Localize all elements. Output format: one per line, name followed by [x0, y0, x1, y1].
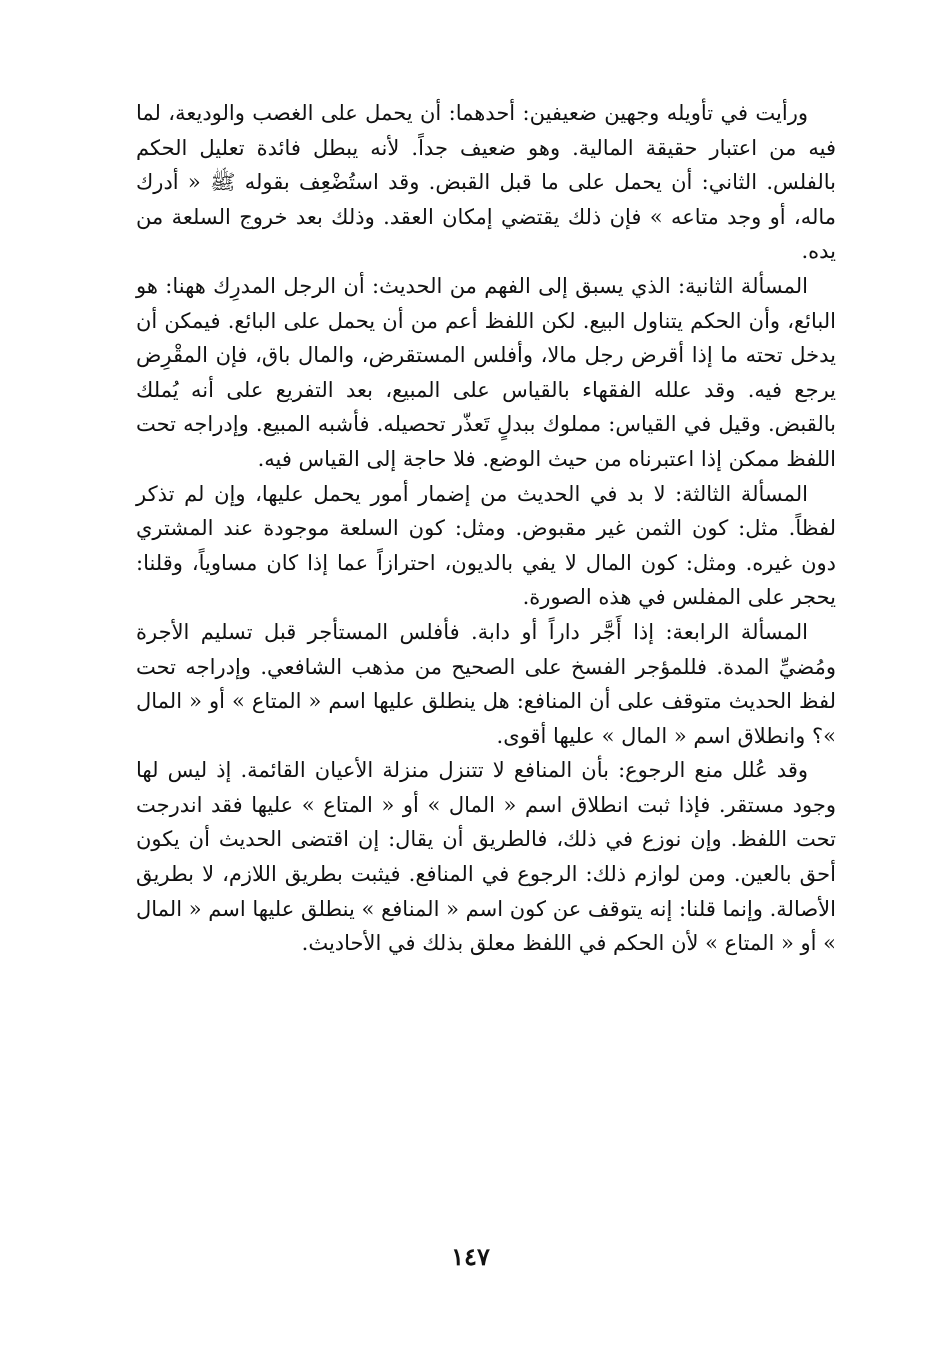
paragraph: المسألة الثانية: الذي يسبق إلى الفهم من الحديث: أن الرجل المدرِك ههنا: هو البائع، وأن الحكم يتناول البيع. لكن اللفظ أعم من أن يحمل على البائع. فيمكن أن يدخل تحته ما إذا أقرض رجل مالا، وأفلس المستقرض، والمال باق، فإن المقْرِض يرجع فيه. وقد علله الفقهاء بالقياس على المبيع، بعد التفريع على أنه يُملك بالقبض. وقيل في القياس: مملوك ببدلٍ تَعذّر تحصيله. فأشبه المبيع. وإدراجه تحت اللفظ ممكن إذا اعتبرناه من حيث الوضع. فلا حاجة إلى القياس فيه. — [136, 273, 836, 471]
paragraph: المسألة الرابعة: إذا أَجَّر داراً أو دابة. فأفلس المستأجر قبل تسليم الأجرة ومُضيِّ المدة. فللمؤجر الفسخ على الصحيح من مذهب الشافعي. وإدراجه تحت لفظ الحديث متوقف على أن المنافع: هل ينطلق عليها اسم « المتاع » أو « المال »؟ وانطلاق اسم « المال » عليها أقوى. — [136, 619, 836, 748]
paragraph: ورأيت في تأويله وجهين ضعيفين: أحدهما: أن يحمل على الغصب والوديعة، لما فيه من اعتبار حقيقة المالية. وهو ضعيف جداً. لأنه يبطل فائدة تعليل الحكم بالفلس. الثاني: أن يحمل على ما قبل القبض. وقد استُضْعِف بقوله ﷺ « أدرك ماله، أو وجد متاعه » فإن ذلك يقتضي إمكان العقد. وذلك بعد خروج السلعة من يده. — [136, 101, 836, 264]
paragraph: المسألة الثالثة: لا بد في الحديث من إضمار أمور يحمل عليها، وإن لم تذكر لفظاً. مثل: كون الثمن غير مقبوض. ومثل: كون السلعة موجودة عند المشتري دون غيره. ومثل: كون المال لا يفي بالديون، احترازاً عما إذا كان مساوياً، وقلنا: يحجر على المفلس في هذه الصورة. — [136, 481, 836, 610]
page-number: ١٤٧ — [451, 1242, 490, 1271]
body-text — [136, 96, 836, 961]
paragraph: وقد عُلل منع الرجوع: بأن المنافع لا تتنزل منزلة الأعيان القائمة. إذ ليس لها وجود مستقر. فإذا ثبت انطلاق اسم « المال » أو « المتاع » عليها فقد اندرجت تحت اللفظ. وإن نوزع في ذلك، فالطريق أن يقال: إن اقتضى الحديث أن يكون أحق بالعين. ومن لوازم ذلك: الرجوع في المنافع. فيثبت بطريق اللازم، لا بطريق الأصالة. وإنما قلنا: إنه يتوقف عن كون اسم « المنافع » ينطلق عليها اسم « المال » أو « المتاع » لأن الحكم في اللفظ معلق بذلك في الأحاديث. — [136, 758, 836, 956]
